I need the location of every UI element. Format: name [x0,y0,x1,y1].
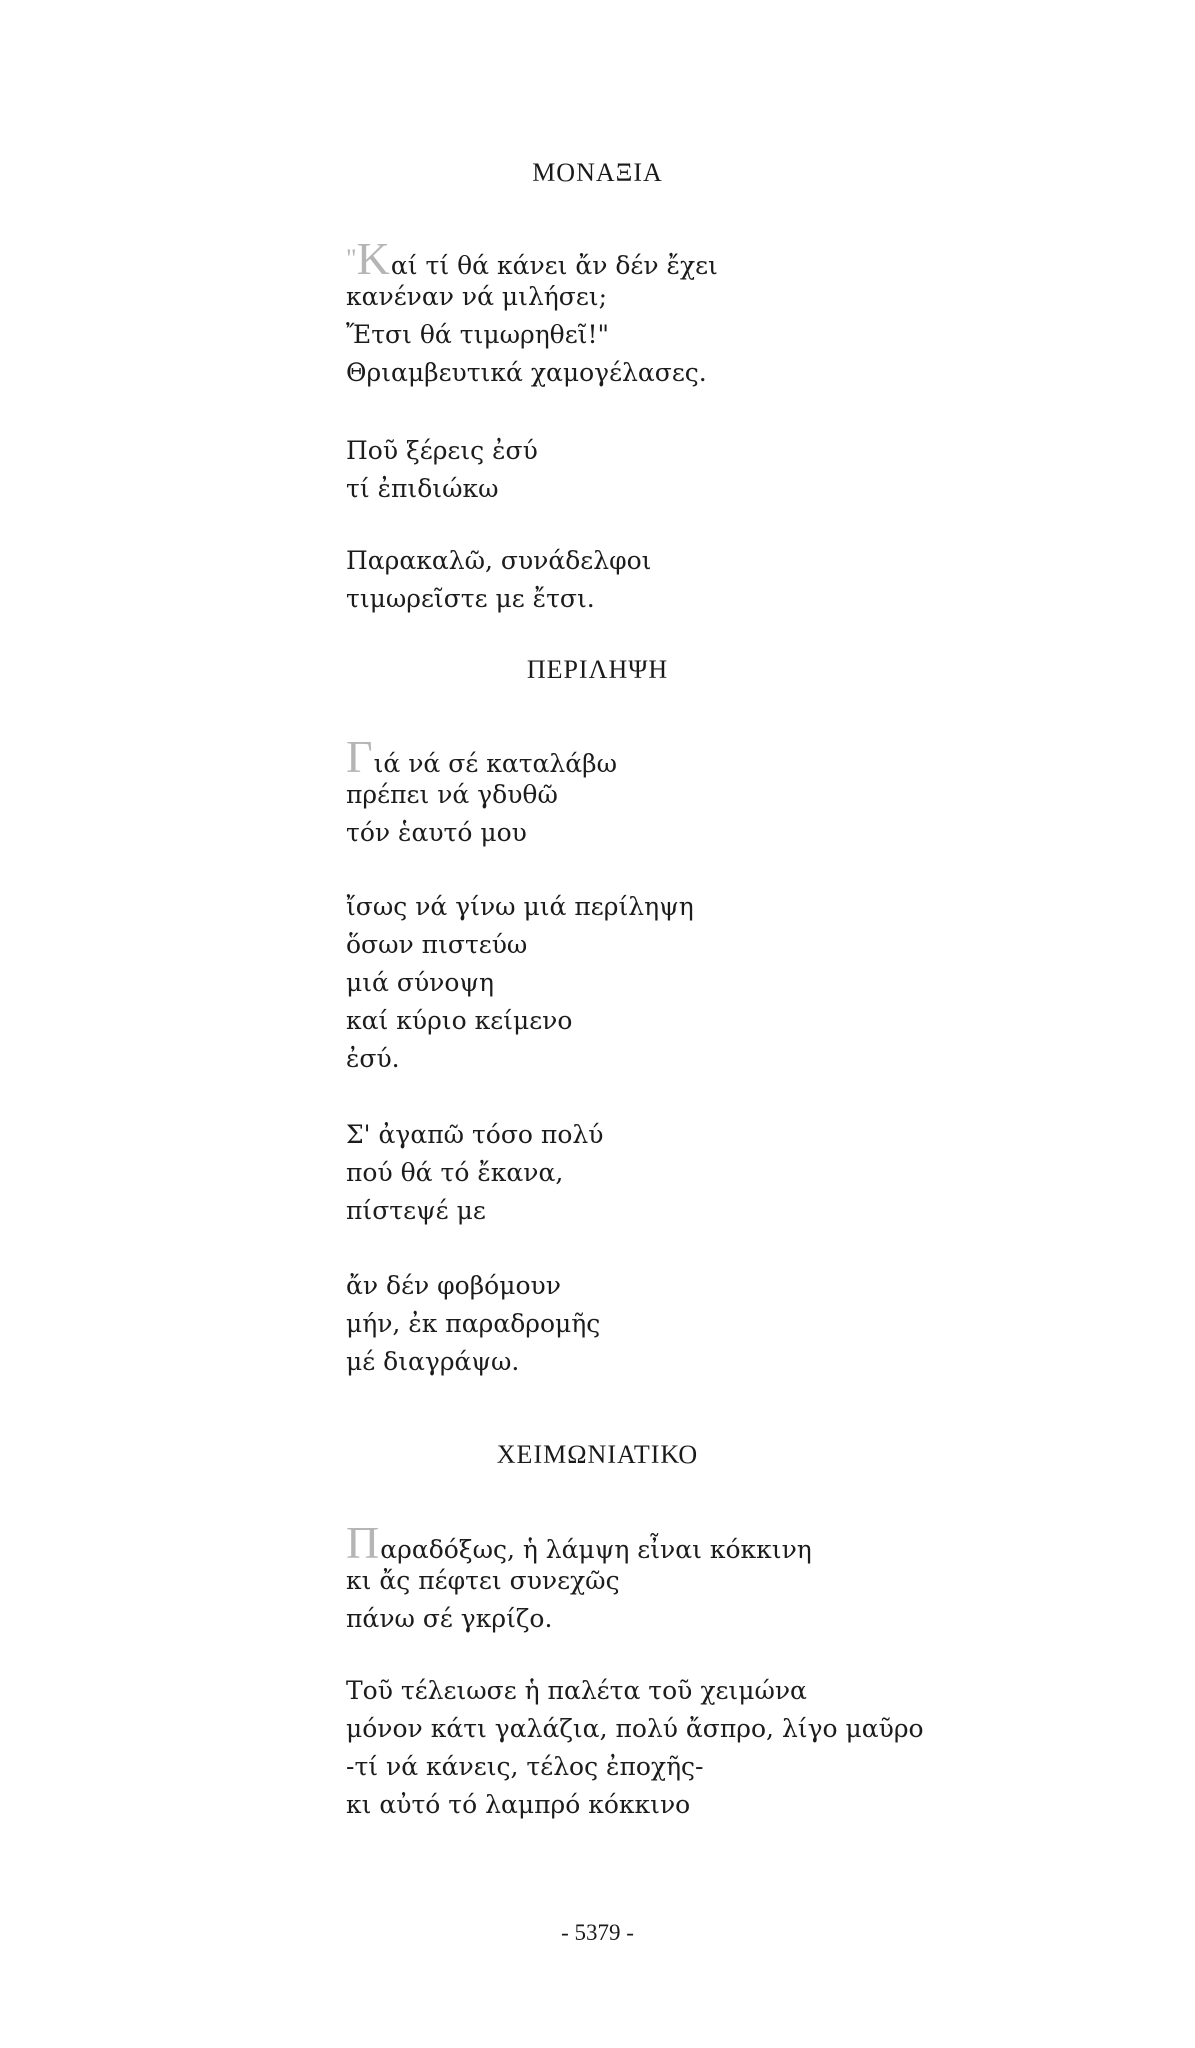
poem-line: Σ' ἀγαπῶ τόσο πολύ [346,1120,604,1149]
poem-line: τόν ἑαυτό μου [346,818,527,847]
stanza [346,1672,1166,1824]
dropcap-quote: " [346,244,357,273]
poem-line: μήν, ἐκ παραδρομῆς [346,1309,601,1338]
poem-line: τιμωρεῖστε με ἔτσι. [346,584,595,613]
stanza [346,542,1166,618]
poem-line: πάνω σέ γκρίζο. [346,1604,553,1633]
poem-line: Ποῦ ξέρεις ἐσύ [346,436,538,465]
poem-line: κι ἄς πέφτει συνεχῶς [346,1566,620,1595]
stanza [346,1116,1166,1230]
stanza [346,233,1166,392]
poem-line: -τί νά κάνεις, τέλος ἐποχῆς- [346,1752,704,1781]
poem-line: Τοῦ τέλειωσε ἡ παλέτα τοῦ χειμώνα [346,1676,807,1705]
poem-line: Ἔτσι θά τιμωρηθεῖ!" [346,320,610,349]
poem-line: μέ διαγράψω. [346,1347,520,1376]
poem-line: πρέπει νά γδυθῶ [346,780,558,809]
poem-line: πίστεψέ με [346,1196,486,1225]
poem-title-cheimoniatiko: ΧΕΙΜΩΝΙΑΤΙΚΟ [496,1440,699,1469]
poem-line: τί ἐπιδιώκω [346,474,499,503]
poem-line: κανέναν νά μιλήσει; [346,282,608,311]
poem-line: ἴσως νά γίνω μιά περίληψη [346,892,694,921]
stanza [346,731,1166,852]
poem-line: Παραδόξως, ἡ λάμψη εἶναι κόκκινη [346,1517,812,1568]
poem-line: μόνον κάτι γαλάζια, πολύ ἄσπρο, λίγο μαῦρο [346,1714,924,1743]
stanza [346,432,1166,508]
poem-line: ἐσύ. [346,1044,400,1073]
poem-line: καί κύριο κείμενο [346,1006,573,1035]
page-number: - 5379 - [561,1920,634,1945]
poem-line: "Καί τί θά κάνει ἄν δέν ἔχει [346,233,718,284]
dropcap-letter: Π [346,1517,380,1568]
poem-line: Παρακαλῶ, συνάδελφοι [346,546,652,575]
stanza [346,888,1166,1078]
poem-line: κι αὐτό τό λαμπρό κόκκινο [346,1790,691,1819]
poem-title-perilipsi: ΠΕΡΙΛΗΨΗ [526,655,669,684]
poem-line: ὅσων πιστεύω [346,930,528,959]
poem-title-monaxia: ΜΟΝΑΞΙΑ [532,158,663,187]
dropcap-letter: Κ [356,233,390,284]
poem-line: πού θά τό ἔκανα, [346,1158,564,1187]
poem-line: Γιά νά σέ καταλάβω [346,731,618,782]
dropcap-letter: Γ [346,731,373,782]
poem-line: ἄν δέν φοβόμουν [346,1271,561,1300]
poem-line: μιά σύνοψη [346,968,494,997]
stanza [346,1517,1166,1638]
stanza [346,1267,1166,1381]
poem-line: Θριαμβευτικά χαμογέλασες. [346,358,707,387]
